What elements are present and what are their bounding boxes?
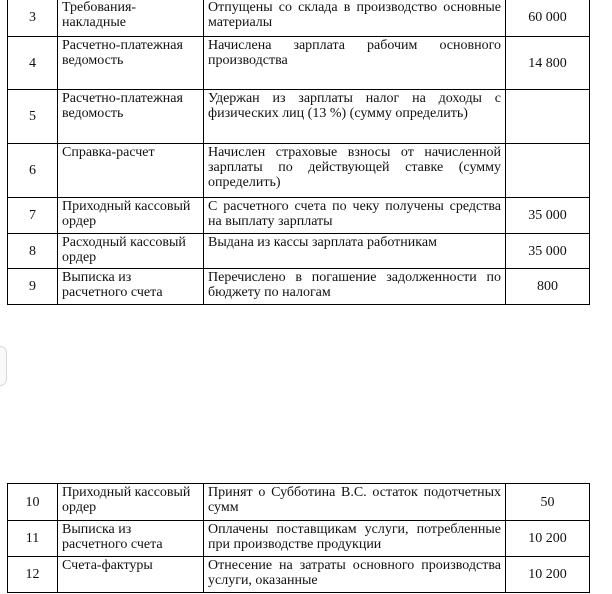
document-type: Требования-накладные <box>58 0 204 37</box>
row-number: 9 <box>8 269 58 305</box>
operation-description: Оплачены поставщикам услуги, потребленные при производстве продукции <box>204 521 506 557</box>
amount: 35 000 <box>506 198 590 234</box>
operation-description: Отпущены со склада в производство основные материалы <box>204 0 506 37</box>
amount: 800 <box>506 269 590 305</box>
row-number: 7 <box>8 198 58 234</box>
amount: 10 200 <box>506 557 590 593</box>
row-number: 10 <box>8 484 58 521</box>
table-row <box>8 0 590 37</box>
table-row <box>8 37 590 90</box>
operation-description: Начислена зарплата рабочим основного производства <box>204 37 506 90</box>
amount: 50 <box>506 484 590 521</box>
operation-description: Начислен страховые взносы от начисленной зарплаты по действующей ставке (сумму определить) <box>204 144 506 198</box>
transactions-table-bottom <box>7 483 590 593</box>
amount: 60 000 <box>506 0 590 37</box>
table-row <box>8 521 590 557</box>
page-gap <box>0 316 612 468</box>
document-type: Справка-расчет <box>58 144 204 198</box>
row-number: 3 <box>8 0 58 37</box>
amount: 35 000 <box>506 234 590 269</box>
amount: 10 200 <box>506 521 590 557</box>
operation-description: Выдана из кассы зарплата работникам <box>204 234 506 269</box>
operation-description: Перечислено в погашение задолженности по бюджету по налогам <box>204 269 506 305</box>
amount <box>506 90 590 144</box>
transactions-table-top <box>7 0 590 305</box>
document-type: Выписка из расчетного счета <box>58 269 204 305</box>
document-type: Приходный кассовый ордер <box>58 484 204 521</box>
table-row <box>8 269 590 305</box>
document-type: Приходный кассовый ордер <box>58 198 204 234</box>
table-row <box>8 144 590 198</box>
table-row <box>8 557 590 593</box>
row-number: 4 <box>8 37 58 90</box>
row-number: 6 <box>8 144 58 198</box>
document-type: Выписка из расчетного счета <box>58 521 204 557</box>
operation-description: Отнесение на затраты основного производства услуги, оказанные <box>204 557 506 593</box>
side-handle[interactable] <box>0 346 7 386</box>
row-number: 12 <box>8 557 58 593</box>
table-row <box>8 90 590 144</box>
table-row <box>8 484 590 521</box>
row-number: 8 <box>8 234 58 269</box>
table-row <box>8 198 590 234</box>
document-type: Расчетно-платежная ведомость <box>58 37 204 90</box>
document-type: Расходный кассовый ордер <box>58 234 204 269</box>
operation-description: Принят о Субботина В.С. остаток подотчетных сумм <box>204 484 506 521</box>
document-type: Счета-фактуры <box>58 557 204 593</box>
amount <box>506 144 590 198</box>
amount: 14 800 <box>506 37 590 90</box>
document-type: Расчетно-платежная ведомость <box>58 90 204 144</box>
operation-description: Удержан из зарплаты налог на доходы с физических лиц (13 %) (сумму определить) <box>204 90 506 144</box>
row-number: 11 <box>8 521 58 557</box>
table-row <box>8 234 590 269</box>
operation-description: С расчетного счета по чеку получены средства на выплату зарплаты <box>204 198 506 234</box>
row-number: 5 <box>8 90 58 144</box>
